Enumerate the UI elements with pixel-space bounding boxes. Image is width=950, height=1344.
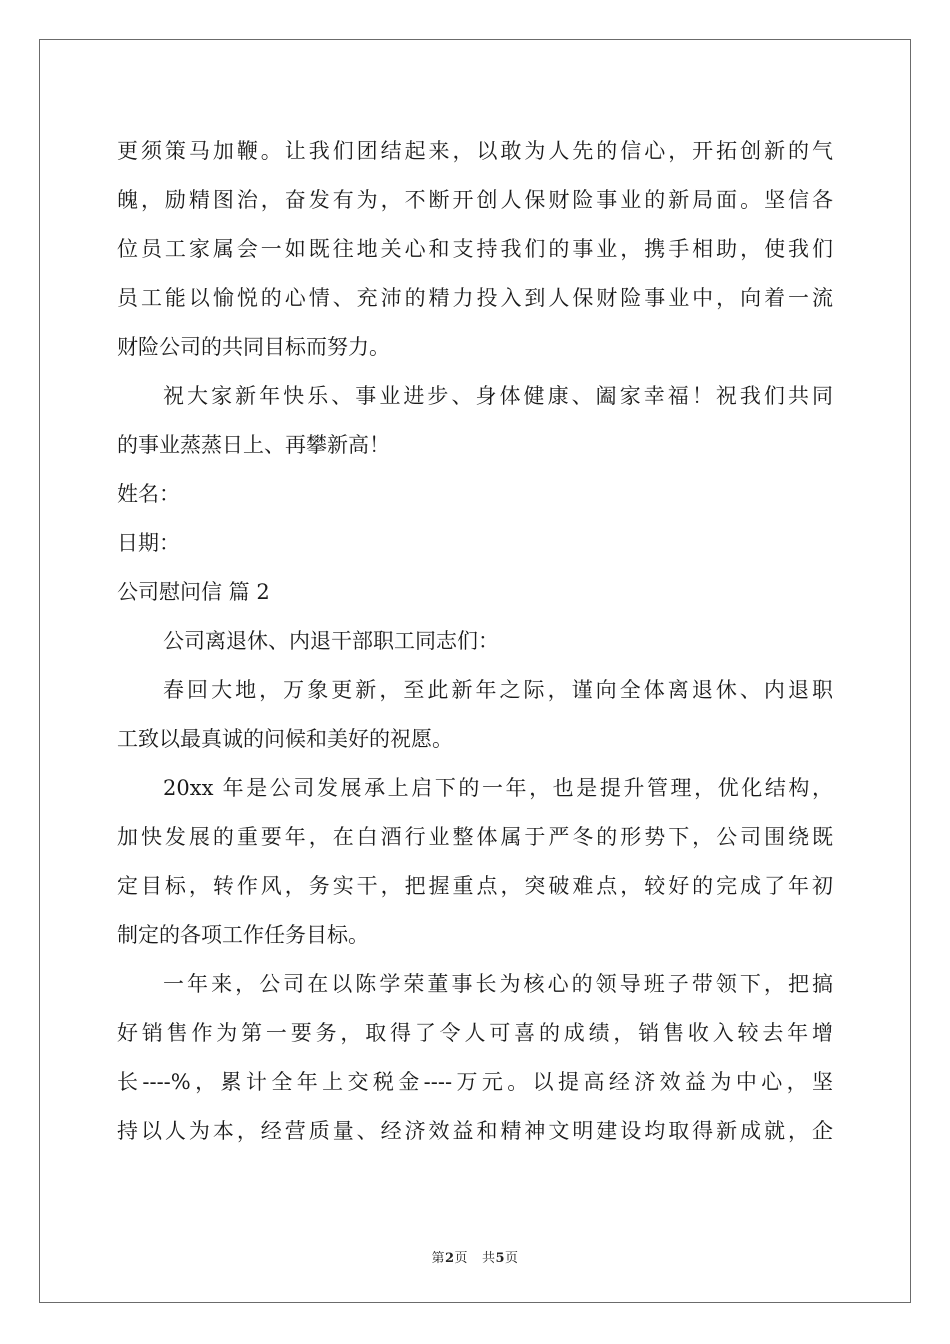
text-line: 加快发展的重要年，在白酒行业整体属于严冬的形势下，公司围绕既	[117, 825, 833, 849]
text-line: 姓名：	[117, 482, 180, 506]
text-line: 财险公司的共同目标而努力。	[117, 335, 390, 359]
text-line: 20xx 年是公司发展承上启下的一年，也是提升管理，优化结构，	[163, 776, 833, 800]
footer-page-word: 页	[454, 1251, 469, 1266]
footer-page-prefix: 第	[431, 1251, 445, 1266]
text-line: 魄，励精图治，奋发有为，不断开创人保财险事业的新局面。坚信各	[117, 188, 833, 212]
text-line: 祝大家新年快乐、事业进步、身体健康、阖家幸福！祝我们共同	[163, 384, 833, 408]
text-line: 公司慰问信 篇 2	[117, 580, 270, 604]
text-line: 制定的各项工作任务目标。	[117, 923, 369, 947]
text-line: 一年来，公司在以陈学荣董事长为核心的领导班子带领下，把搞	[163, 972, 833, 996]
text-line: 工致以最真诚的问候和美好的祝愿。	[117, 727, 453, 751]
text-line: 更须策马加鞭。让我们团结起来，以敢为人先的信心，开拓创新的气	[117, 139, 833, 163]
text-line: 公司离退休、内退干部职工同志们：	[163, 629, 499, 653]
footer-total-suffix: 页	[505, 1251, 519, 1266]
text-line: 员工能以愉悦的心情、充沛的精力投入到人保财险事业中，向着一流	[117, 286, 833, 310]
text-line: 的事业蒸蒸日上、再攀新高！	[117, 433, 390, 457]
footer-current-page: 2	[444, 1251, 455, 1266]
text-line: 日期：	[117, 531, 180, 555]
text-line: 持以人为本，经营质量、经济效益和精神文明建设均取得新成就，企	[117, 1119, 833, 1143]
text-line: 长----%，累计全年上交税金----万元。以提高经济效益为中心，坚	[117, 1070, 833, 1094]
text-line: 好销售作为第一要务，取得了令人可喜的成绩，销售收入较去年增	[117, 1021, 833, 1045]
footer-total-prefix: 共	[481, 1251, 496, 1266]
text-line: 定目标，转作风，务实干，把握重点，突破难点，较好的完成了年初	[117, 874, 833, 898]
text-line: 春回大地，万象更新，至此新年之际，谨向全体离退休、内退职	[163, 678, 833, 702]
page-footer	[0, 1247, 950, 1266]
footer-total-pages: 5	[495, 1251, 506, 1266]
document-body	[117, 127, 833, 1156]
text-line: 位员工家属会一如既往地关心和支持我们的事业，携手相助，使我们	[117, 237, 833, 261]
